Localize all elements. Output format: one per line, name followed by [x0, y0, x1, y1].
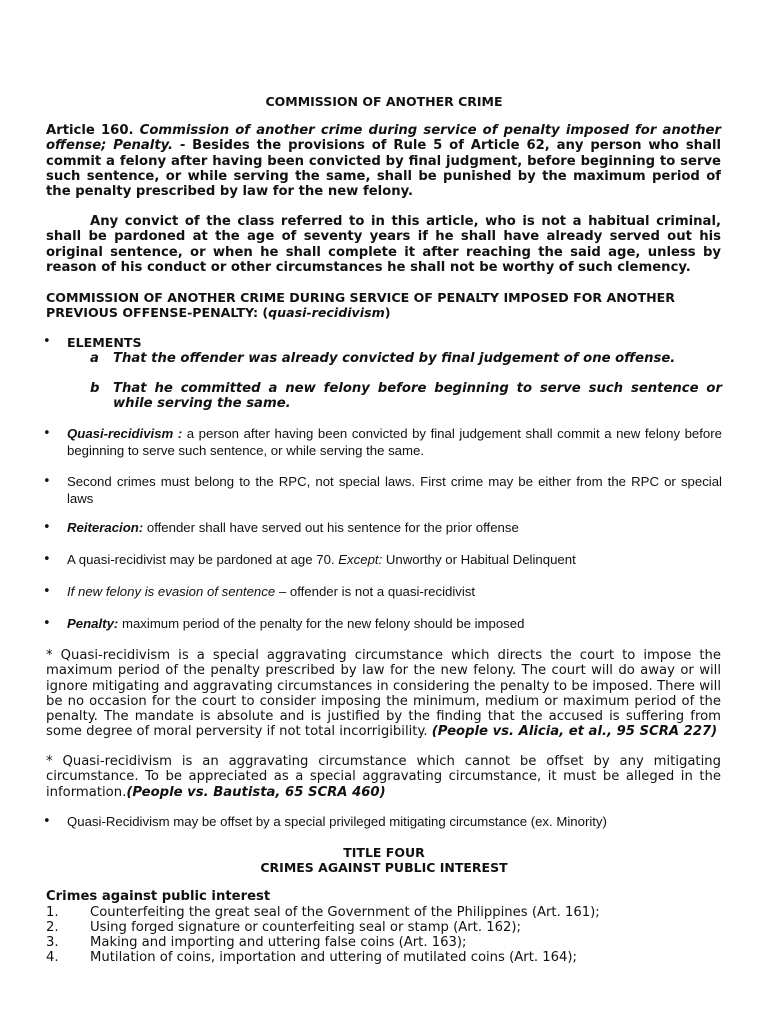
bullet-text: maximum period of the penalty for the new felony should be imposed [118, 616, 525, 631]
bullet-italic: Except: [338, 552, 383, 567]
element-letter: a [90, 351, 99, 366]
note-text: * Quasi-recidivism is a special aggravating circumstance which directs the court to impose the maximum period of the penalty prescribed by law for the new felony. The court will do away or will ignore mitigating and aggravating circumstances in considering the penalty to be imposed. There will be no occasion for the court to consider imposing the minimum, medium or maximum period of the penalty. The mandate is absolute and is justified by the finding that the accused is suffering from some degree of moral perversity if not total incorrigibility. [46, 648, 721, 740]
bullet-quasi-recidivism [67, 426, 722, 459]
bullet-glyph: • [43, 814, 51, 829]
bullet-glyph: • [43, 552, 51, 567]
bullet-text: Unworthy or Habitual Delinquent [382, 552, 576, 567]
bullet-text: – offender is not a quasi-recidivist [275, 584, 476, 599]
bullet-term: Quasi-recidivism : [67, 426, 183, 441]
public-interest-heading: Crimes against public interest [46, 889, 271, 904]
bullet-text: offender shall have served out his sentence for the prior offense [143, 520, 519, 535]
bullet-term: Reiteracion: [67, 520, 144, 535]
bullet-glyph: • [43, 334, 51, 349]
title-four: TITLE FOUR [343, 845, 425, 860]
bullet-pardon-age [67, 552, 722, 569]
article-160 [46, 123, 721, 199]
bullet-glyph: • [43, 520, 51, 535]
element-text: That he committed a new felony before beginning to serve such sentence or while serving the same. [113, 381, 722, 412]
subheading-prefix: COMMISSION OF ANOTHER CRIME DURING SERVICE OF PENALTY IMPOSED FOR ANOTHER PREVIOUS OFFENSE-PENALTY: ( [46, 290, 675, 321]
list-text: Mutilation of coins, importation and uttering of mutilated coins (Art. 164); [90, 950, 578, 965]
note-bautista [46, 754, 721, 800]
bullet-text: A quasi-recidivist may be pardoned at age 70. [67, 552, 339, 567]
note-citation: (People vs. Bautista, 65 SCRA 460) [126, 784, 386, 800]
bullet-glyph: • [43, 584, 51, 599]
bullet-reiteracion [67, 520, 722, 537]
bullet-italic: If new felony is evasion of sentence [67, 584, 276, 599]
element-letter: b [90, 381, 100, 396]
element-item-b [90, 381, 722, 412]
article-number: Article 160. [46, 123, 134, 138]
article-heading: Commission of another crime during service of penalty imposed for another offense; Penalty. [46, 123, 721, 154]
list-text: Making and importing and uttering false coins (Art. 163); [90, 935, 467, 950]
element-text: That the offender was already convicted by final judgement of one offense. [113, 351, 676, 366]
note-text: * Quasi-recidivism is an aggravating circumstance which cannot be offset by any mitigating circumstance. To be appreciated as a special aggravating circumstance, it must be alleged in the information. [46, 754, 721, 800]
bullet-glyph: • [43, 616, 51, 631]
bullet-glyph: • [43, 426, 51, 441]
quasi-recidivism-subheading [46, 290, 721, 321]
element-item-a [90, 351, 722, 366]
list-number: 3. [46, 935, 59, 950]
bullet-glyph: • [43, 474, 51, 489]
note-citation: (People vs. Alicia, et al., 95 SCRA 227) [431, 724, 718, 740]
list-text: Using forged signature or counterfeiting seal or stamp (Art. 162); [90, 920, 522, 935]
list-number: 1. [46, 905, 59, 920]
bullet-term: Penalty: [67, 616, 119, 631]
list-text: Counterfeiting the great seal of the Government of the Philippines (Art. 161); [90, 905, 600, 920]
note-alicia [46, 648, 721, 740]
bullet-text: a person after having been convicted by final judgement shall commit a new felony before beginning to serve such sentence, or while serving the same. [67, 426, 722, 458]
title-four-subtitle: CRIMES AGAINST PUBLIC INTEREST [260, 860, 508, 875]
list-number: 4. [46, 950, 59, 965]
section-title: COMMISSION OF ANOTHER CRIME [265, 94, 503, 109]
subheading-suffix: ) [384, 305, 391, 321]
elements-label: ELEMENTS [67, 335, 142, 350]
bullet-offset: Quasi-Recidivism may be offset by a special privileged mitigating circumstance (ex. Minority) [67, 814, 607, 829]
bullet-evasion [67, 584, 722, 601]
list-number: 2. [46, 920, 59, 935]
bullet-second-crimes: Second crimes must belong to the RPC, not special laws. First crime may be either from the RPC or special laws [67, 474, 722, 506]
bullet-penalty [67, 616, 722, 633]
subheading-italic: quasi-recidivism [268, 305, 385, 321]
pardon-paragraph: Any convict of the class referred to in this article, who is not a habitual criminal, shall be pardoned at the age of seventy years if he shall have already served out his original sentence, or when he shall complete it after reaching the said age, unless by reason of his conduct or other circumstances he shall not be worthy of such clemency. [46, 214, 721, 275]
article-body: - Besides the provisions of Rule 5 of Article 62, any person who shall commit a felony after having been convicted by final judgment, before beginning to serve such sentence, or while serving the same, shall be punished by the maximum period of the penalty prescribed by law for the new felony. [46, 138, 722, 200]
